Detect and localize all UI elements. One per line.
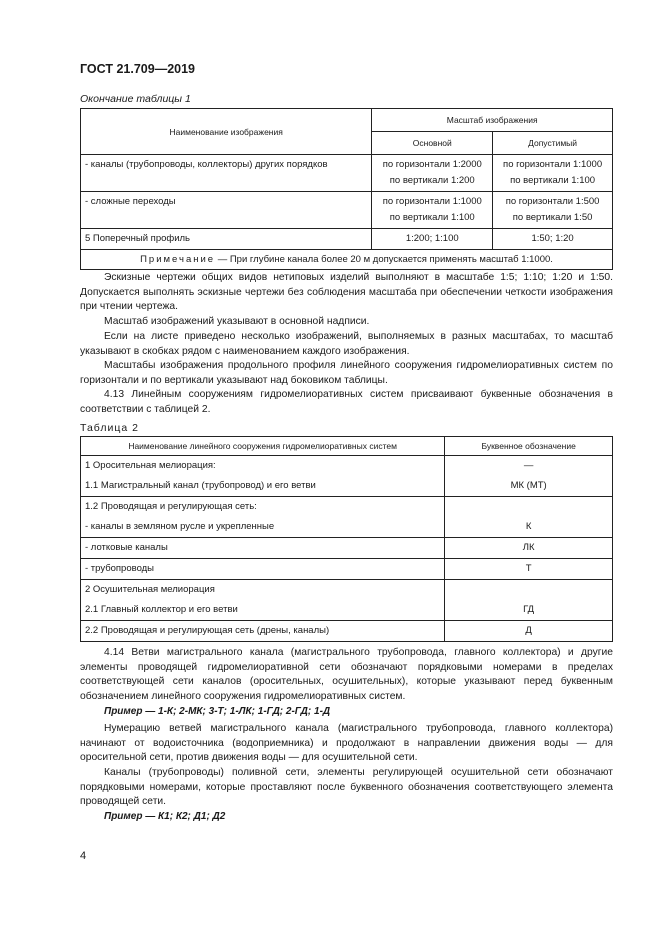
table2 — [80, 436, 613, 642]
paragraph-4-13: 4.13 Линейным сооружениям гидромелиоративных систем присваивают буквенные обозначения в соответствии с таблицей 2. — [80, 389, 613, 415]
note-label: Примечание — [140, 254, 216, 265]
table2-cell-code: ГД — [445, 580, 613, 621]
paragraph-4-14: 4.14 Ветви магистрального канала (магистрального трубопровода, главного коллектора) и другие элементы проводящей гидромелиоративной сети обозначают порядковыми номерами в пределах соответствующей сети каналов (оросительных, осушительных), которые указывают перед буквенным обозначением линейного сооружения гидромелиоративных систем. — [80, 647, 613, 702]
table1-cell-name: - сложные переходы — [81, 192, 372, 229]
table1-note-row — [81, 250, 613, 270]
table1-header-allowed: Допустимый — [493, 132, 613, 155]
note-text: — При глубине канала более 20 м допускается применять масштаб 1:1000. — [215, 254, 553, 265]
table1-cell-main: 1:200; 1:100 — [372, 229, 493, 250]
table-row — [81, 538, 613, 559]
paragraph-scale-title: Масштаб изображений указывают в основной надписи. — [104, 316, 370, 327]
table1-note — [81, 250, 613, 270]
table1-cell-allowed: 1:50; 1:20 — [493, 229, 613, 250]
table-row — [81, 456, 613, 497]
table2-cell-code: К — [445, 497, 613, 538]
table1-cell-main: по горизонтали 1:1000 по вертикали 1:100 — [372, 192, 493, 229]
table2-cell-name: 1 Оросительная мелиорация: 1.1 Магистральный канал (трубопровод) и его ветви — [81, 456, 445, 497]
paragraph-irrigation-network: Каналы (трубопроводы) поливной сети, элементы регулирующей осушительной сети обозначают порядковыми номерами, которые проставляют после буквенного обозначения соответствующего элемента проводящей сети. — [80, 767, 613, 808]
example-2: Пример — К1; К2; Д1; Д2 — [104, 811, 226, 822]
table2-cell-name: - трубопроводы — [81, 559, 445, 580]
paragraph-sketch: Эскизные чертежи общих видов нетиповых изделий выполняют в масштабе 1:5; 1:10; 1:20 и 1:50. Допускается выполнять эскизные чертежи без соблюдения масштаба при обеспечении четкости изображения при чтении чертежа. — [80, 272, 613, 313]
table2-cell-code: ЛК — [445, 538, 613, 559]
paragraph-multi-scale: Если на листе приведено несколько изображений, выполняемых в разных масштабах, то масштаб указывают в скобках рядом с наименованием каждого изображения. — [80, 331, 613, 357]
table2-cell-code: — МК (МТ) — [445, 456, 613, 497]
paragraph-numbering: Нумерацию ветвей магистрального канала (магистрального трубопровода, главного коллектора) начинают от водоисточника (водоприемника) и продолжают в направлении движения воды — для оросительной сети, против движения воды — для осушительной сети. — [80, 723, 613, 764]
page-number: 4 — [80, 850, 87, 862]
table2-header-code: Буквенное обозначение — [445, 437, 613, 456]
table2-cell-name: 2.2 Проводящая и регулирующая сеть (дрены, каналы) — [81, 621, 445, 642]
table2-cell-code: Т — [445, 559, 613, 580]
table1-cell-name: 5 Поперечный профиль — [81, 229, 372, 250]
table1-header-scale: Масштаб изображения — [372, 109, 613, 132]
table1 — [80, 108, 613, 270]
table2-cell-name: 1.2 Проводящая и регулирующая сеть: - каналы в земляном русле и укрепленные — [81, 497, 445, 538]
table1-header-name: Наименование изображения — [81, 109, 372, 155]
table2-cell-name: 2 Осушительная мелиорация 2.1 Главный коллектор и его ветви — [81, 580, 445, 621]
table2-caption: Таблица 2 — [80, 422, 139, 434]
paragraph-profile-scale: Масштабы изображения продольного профиля линейного сооружения гидромелиоративных систем по горизонтали и по вертикали указывают над боковиком таблицы. — [80, 360, 613, 386]
example-1: Пример — 1-К; 2-МК; 3-Т; 1-ЛК; 1-ГД; 2-ГД; 1-Д — [104, 706, 331, 717]
table-row — [81, 497, 613, 538]
table-row — [81, 621, 613, 642]
table2-header-name: Наименование линейного сооружения гидромелиоративных систем — [81, 437, 445, 456]
table1-header-main: Основной — [372, 132, 493, 155]
table-row — [81, 229, 613, 250]
table-row — [81, 192, 613, 229]
table-row — [81, 559, 613, 580]
table2-cell-code: Д — [445, 621, 613, 642]
table2-cell-name: - лотковые каналы — [81, 538, 445, 559]
table1-caption: Окончание таблицы 1 — [80, 93, 191, 105]
table-row — [81, 155, 613, 192]
table1-cell-allowed: по горизонтали 1:500 по вертикали 1:50 — [493, 192, 613, 229]
table-row — [81, 580, 613, 621]
table1-cell-name: - каналы (трубопроводы, коллекторы) других порядков — [81, 155, 372, 192]
table1-cell-main: по горизонтали 1:2000 по вертикали 1:200 — [372, 155, 493, 192]
document-header: ГОСТ 21.709—2019 — [80, 62, 196, 76]
table1-cell-allowed: по горизонтали 1:1000 по вертикали 1:100 — [493, 155, 613, 192]
